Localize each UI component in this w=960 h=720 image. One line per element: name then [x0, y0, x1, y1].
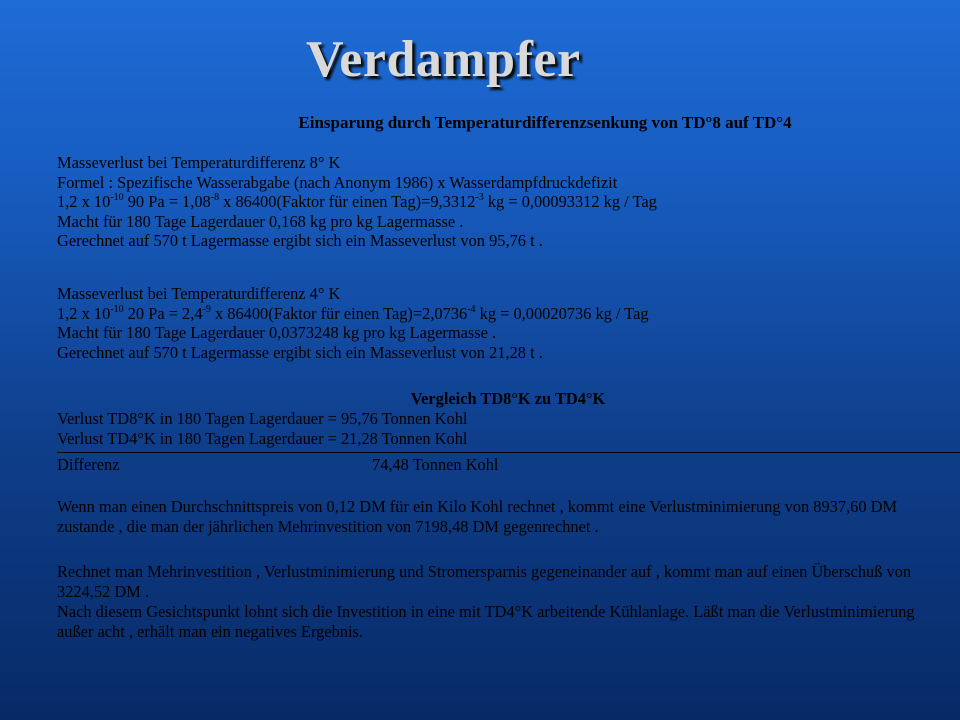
td8-formula-description: Formel : Spezifische Wasserabgabe (nach Anonym 1986) x Wasserdampfdruckdefizit: [57, 172, 618, 192]
cost-paragraph: Wenn man einen Durchschnittspreis von 0,12 DM für ein Kilo Kohl rechnet , kommt eine Verlustminimierung von 8937,60 DM zustande , die man der jährlichen Mehrinvestition von 7198,48 DM gegenrechnet .: [57, 497, 898, 536]
surplus-paragraph: Rechnet man Mehrinvestition , Verlustminimierung und Stromersparnis gegeneinander auf , kommt man auf einen Überschuß von 3224,52 DM .: [57, 562, 912, 601]
conclusion-paragraph: Nach diesem Gesichtspunkt lohnt sich die Investition in eine mit TD4°K arbeitende Kühlanlage. Läßt man die Verlustminimierung außer acht , erhält man ein negatives Ergebnis.: [57, 602, 915, 641]
comparison-rows: [57, 409, 467, 448]
difference-label: Differenz: [57, 455, 120, 474]
td4-heading: Masseverlust bei Temperaturdifferenz 4° K: [57, 284, 341, 303]
sum-divider: [57, 452, 960, 453]
comparison-title: Vergleich TD8°K zu TD4°K: [410, 389, 606, 408]
td4-calculation: 1,2 x $10^{-10}$ 20 $Pa = 2,4^{-9}$ x 86400(Faktor für einen $Tag)=2,0736^{-4}$ kg = 0,00020736 kg / Tag: [57, 303, 649, 323]
td8-total-loss: Gerechnet auf 570 t Lagermasse ergibt sich ein Masseverlust von 95,76 t .: [57, 231, 543, 250]
td4-total-loss: Gerechnet auf 570 t Lagermasse ergibt sich ein Masseverlust von 21,28 t .: [57, 342, 543, 362]
comparison-row-td4: Verlust TD4°K in 180 Tagen Lagerdauer = 21,28 Tonnen Kohl: [57, 428, 468, 448]
td8-storage-loss: Macht für 180 Tage Lagerdauer 0,168 kg pro kg Lagermasse .: [57, 211, 464, 231]
td8-calculation: 1,2 x $10^{-10}$ 90 $Pa = 1,08^{-8}$ x 86400(Faktor für einen $Tag)=9,3312^{-3}$ kg = 0,00093312 kg / Tag: [57, 192, 657, 211]
comparison-row-td8: Verlust TD8°K in 180 Tagen Lagerdauer = 95,76 Tonnen Kohl: [57, 409, 468, 428]
td8-heading: Masseverlust bei Temperaturdifferenz 8° K: [57, 153, 341, 172]
slide-subtitle: Einsparung durch Temperaturdifferenzsenkung von TD°8 auf TD°4: [298, 113, 792, 132]
slide-title: Verdampfer: [306, 31, 581, 88]
section-td8: [57, 153, 657, 251]
td4-storage-loss: Macht für 180 Tage Lagerdauer 0,0373248 kg pro kg Lagermasse .: [57, 323, 497, 342]
section-td4: [57, 284, 649, 362]
difference-value: 74,48 Tonnen Kohl: [372, 455, 499, 474]
